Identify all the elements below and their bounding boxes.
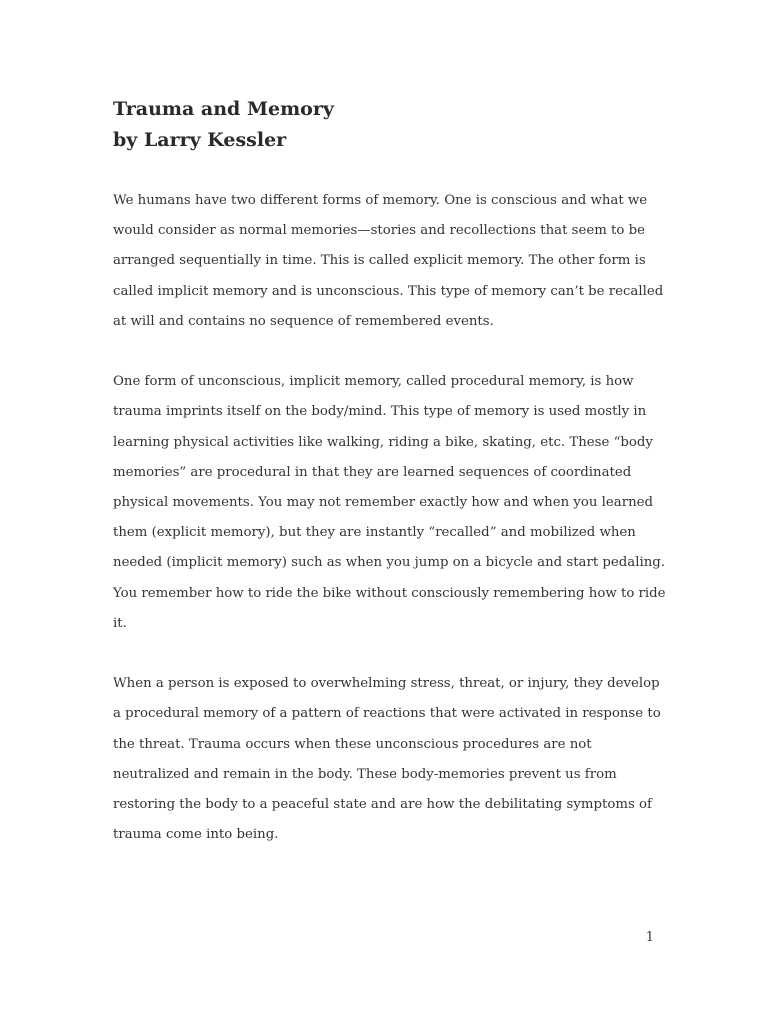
paragraph-line: at will and contains no sequence of remembered events. (113, 313, 494, 329)
paragraph-line: physical movements. You may not remember exactly how and when you learned (113, 495, 654, 511)
paragraph-line: arranged sequentially in time. This is called explicit memory. The other form is (113, 253, 646, 269)
paragraph-line: One form of unconscious, implicit memory, called procedural memory, is how (113, 374, 634, 390)
paragraph-line: trauma come into being. (113, 827, 279, 843)
document-title: Trauma and Memory (113, 98, 334, 120)
paragraph-line: trauma imprints itself on the body/mind. This type of memory is used mostly in (113, 404, 647, 420)
paragraph-line: When a person is exposed to overwhelming stress, threat, or injury, they develop (113, 676, 660, 692)
paragraph-line: We humans have two different forms of memory. One is conscious and what we (113, 193, 648, 208)
paragraph-line: would consider as normal memories—stories and recollections that seem to be (113, 223, 646, 239)
paragraph-line: it. (113, 615, 127, 631)
page-number: 1 (645, 930, 654, 945)
paragraph-line: restoring the body to a peaceful state and are how the debilitating symptoms of (113, 797, 652, 813)
author-byline: by Larry Kessler (113, 129, 287, 151)
paragraph (113, 186, 673, 337)
paragraph-line: them (explicit memory), but they are instantly “recalled” and mobilized when (113, 525, 636, 541)
paragraph-line: memories” are procedural in that they are learned sequences of coordinated (113, 464, 632, 480)
title-block (113, 94, 673, 156)
paragraph-line: called implicit memory and is unconscious. This type of memory can’t be recalled (113, 283, 664, 299)
paragraph (113, 367, 673, 639)
paragraph-line: You remember how to ride the bike without consciously remembering how to ride (113, 585, 666, 601)
paragraph (113, 669, 673, 850)
paragraph-line: needed (implicit memory) such as when you jump on a bicycle and start pedaling. (113, 555, 666, 571)
paragraph-line: the threat. Trauma occurs when these unconscious procedures are not (113, 736, 592, 752)
paragraph-line: neutralized and remain in the body. These body-memories prevent us from (113, 766, 617, 782)
paragraph-line: a procedural memory of a pattern of reactions that were activated in response to (113, 706, 661, 722)
body-text (113, 186, 673, 881)
paragraph-line: learning physical activities like walking, riding a bike, skating, etc. These “body (113, 434, 653, 450)
